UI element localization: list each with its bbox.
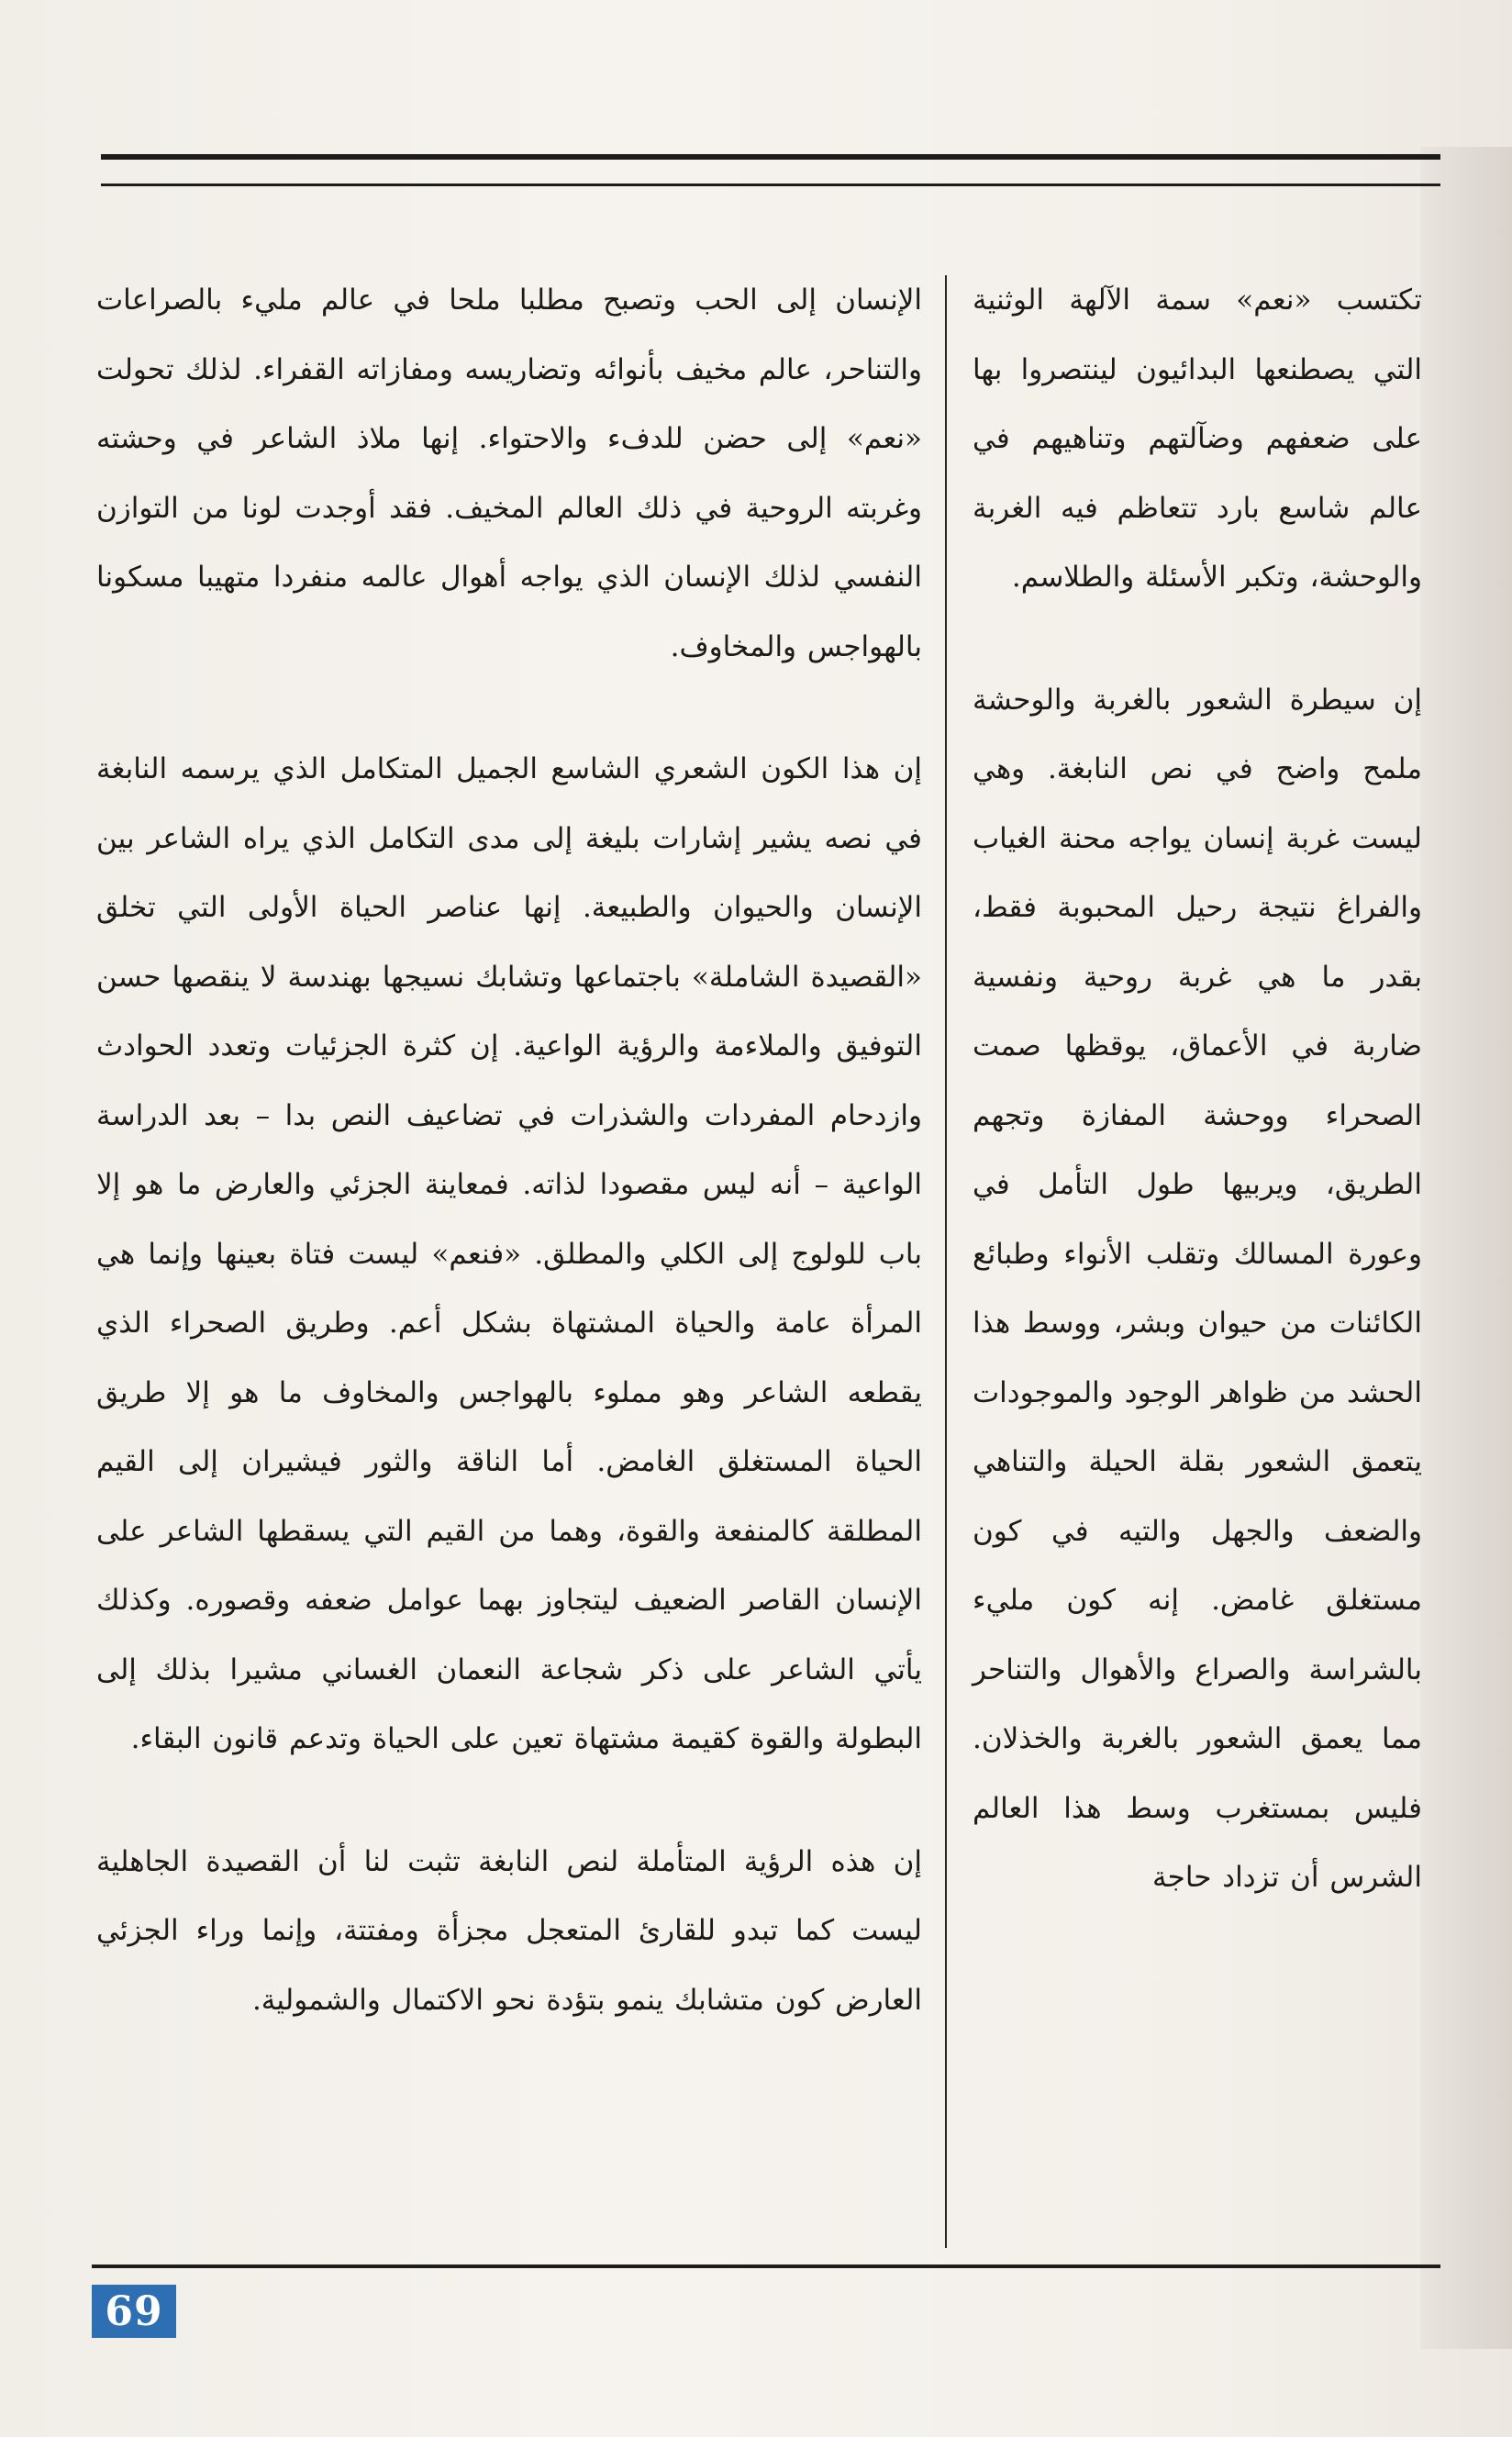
right-paragraph-1: تكتسب «نعم» سمة الآلهة الوثنية التي يصطنعها البدائيون لينتصروا بها على ضعفهم وضآلتهم وتناهيهم في عالم شاسع بارد تتعاظم فيه الغربة والوحشة، وتكبر الأسئلة والطلاسم. xyxy=(973,284,1422,594)
text-column-right xyxy=(973,266,1422,1913)
page-number: 69 xyxy=(92,2285,176,2338)
header-rule-thin xyxy=(101,184,1440,186)
header-rule-thick xyxy=(101,154,1440,160)
left-paragraph-1: الإنسان إلى الحب وتصبح مطلبا ملحا في عالم مليء بالصراعات والتناحر، عالم مخيف بأنوائه وتضاريسه ومفازاته القفراء. لذلك تحولت «نعم» إلى حضن للدفء والاحتواء. إنها ملاذ الشاعر في وحشته وغربته الروحية في ذلك العالم المخيف. فقد أوجدت لونا من التوازن النفسي لذلك الإنسان الذي يواجه أهوال عالمه منفردا متهيبا مسكونا بالهواجس والمخاوف. xyxy=(96,284,922,663)
right-paragraph-2: إن سيطرة الشعور بالغربة والوحشة ملمح واضح في نص النابغة. وهي ليست غربة إنسان يواجه محنة الغياب والفراغ نتيجة رحيل المحبوبة فقط، بقدر ما هي غربة روحية ونفسية ضاربة في الأعماق، يوقظها صمت الصحراء ووحشة المفازة وتجهم الطريق، ويربيها طول التأمل في وعورة المسالك وتقلب الأنواء وطبائع الكائنات من حيوان وبشر، ووسط هذا الحشد من ظواهر الوجود والموجودات يتعمق الشعور بقلة الحيلة والتناهي والضعف والجهل والتيه في كون مستغلق غامض. إنه كون مليء بالشراسة والصراع والأهوال والتناحر مما يعمق الشعور بالغربة والخذلان. فليس بمستغرب وسط هذا العالم الشرس أن تزداد حاجة xyxy=(973,683,1422,1894)
column-divider xyxy=(945,275,947,2248)
left-paragraph-2: إن هذا الكون الشعري الشاسع الجميل المتكامل الذي يرسمه النابغة في نصه يشير إشارات بليغة إلى مدى التكامل الذي يراه الشاعر بين الإنسان والحيوان والطبيعة. إنها عناصر الحياة الأولى التي تخلق «القصيدة الشاملة» باجتماعها وتشابك نسيجها بهندسة لا ينقصها حسن التوفيق والملاءمة والرؤية الواعية. إن كثرة الجزئيات وتعدد الحوادث وازدحام المفردات والشذرات في تضاعيف النص بدا – بعد الدراسة الواعية – أنه ليس مقصودا لذاته. فمعاينة الجزئي والعارض ما هو إلا باب للولوج إلى الكلي والمطلق. «فنعم» ليست فتاة بعينها وإنما هي المرأة عامة والحياة المشتهاة بشكل أعم. وطريق الصحراء الذي يقطعه الشاعر وهو مملوء بالهواجس والمخاوف ما هو إلا طريق الحياة المستغلق الغامض. أما الناقة والثور فيشيران إلى القيم المطلقة كالمنفعة والقوة، وهما من القيم التي يسقطها الشاعر على الإنسان القاصر الضعيف ليتجاوز بهما عوامل ضعفه وقصوره. وكذلك يأتي الشاعر على ذكر شجاعة النعمان الغساني مشيرا بذلك إلى البطولة والقوة كقيمة مشتهاة تعين على الحياة وتدعم قانون البقاء. xyxy=(96,752,922,1755)
page-edge-shadow xyxy=(1420,147,1512,2349)
footer-rule xyxy=(92,2265,1440,2268)
left-paragraph-3: إن هذه الرؤية المتأملة لنص النابغة تثبت لنا أن القصيدة الجاهلية ليست كما تبدو للقارئ المتعجل مجزأة ومفتتة، وإنما وراء الجزئي العارض كون متشابك ينمو بتؤدة نحو الاكتمال والشمولية. xyxy=(96,1844,922,2017)
text-column-left xyxy=(96,266,922,2035)
